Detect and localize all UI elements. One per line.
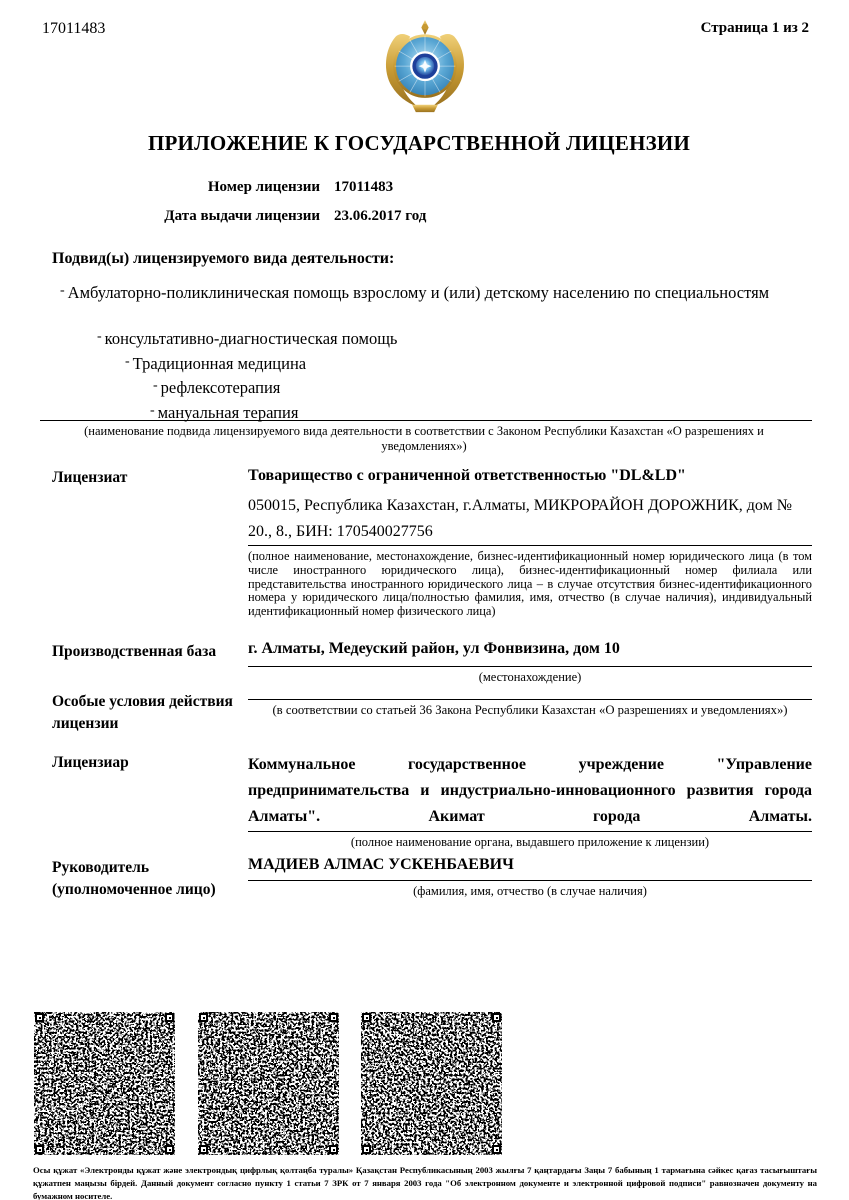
production-base-value: г. Алматы, Медеуский район, ул Фонвизина, дом 10 (248, 640, 620, 657)
underline (248, 545, 812, 546)
license-number-value: 17011483 (334, 179, 394, 195)
head-person-value: МАДИЕВ АЛМАС УСКЕНБАЕВИЧ (248, 856, 514, 873)
subtype-item-text: рефлексотерапия (160, 378, 281, 397)
subtype-item (97, 329, 397, 349)
licensee-name: Товарищество с ограниченной ответственностью "DL&LD" (248, 467, 686, 484)
production-base-label: Производственная база (52, 643, 217, 660)
underline (248, 699, 812, 700)
licensee-caption: (полное наименование, местонахождение, бизнес-идентификационный номер юридического лица (в том числе иностранного юридического лица), бизнес-идентификационный номер филиала или представительства иностранного юридического лица – в случае отсутствия бизнес-идентификационного номера у юридического лица/полностью фамилия, имя, отчество (в случае наличия), индивидуальный идентификационный номер физического лица) (248, 549, 812, 619)
licensee-label: Лицензиат (52, 469, 128, 486)
licensor-value: Коммунальное государственное учреждение "Управление предпринимательства и индустриально-инновационного развития города Алматы". Акимат города Алматы. (248, 756, 812, 825)
subtypes-caption: (наименование подвида лицензируемого вида деятельности в соответствии с Законом Республики Казахстан «О разрешениях и уведомлениях») (84, 424, 764, 453)
license-date-label: Дата выдачи лицензии (164, 208, 320, 224)
license-date-row (40, 208, 660, 225)
page-indicator: Страница 1 из 2 (700, 20, 809, 36)
subtype-item-text: Амбулаторно-поликлиническая помощь взрослому и (или) детскому населению по специальностям (67, 283, 770, 302)
subtype-item-text: мануальная терапия (157, 403, 299, 422)
license-number-row (40, 179, 660, 196)
subtype-item-text: Традиционная медицина (132, 354, 307, 373)
special-conditions-caption: (в соответствии со статьей 36 Закона Республики Казахстан «О разрешениях и уведомлениях») (272, 703, 788, 717)
qr-code-2 (198, 1012, 339, 1155)
dash-marker: - (150, 403, 155, 418)
licensor-label: Лицензиар (52, 754, 129, 771)
dash-marker: - (125, 354, 130, 369)
subtype-item (153, 378, 280, 398)
dash-marker: - (97, 329, 102, 344)
kazakhstan-coat-of-arms-icon (379, 18, 471, 118)
divider-line (40, 420, 812, 421)
legal-footer-text: Осы құжат «Электронды құжат және электрондық цифрлық қолтаңба туралы» Қазақстан Республикасының 2003 жылғы 7 қаңтардағы Заңы 7 бабының 1 тармағына сәйкес қағаз тасығыштағы құжатпен маңызы бірдей. Данный документ согласно пункту 1 статьи 7 ЗРК от 7 января 2003 года "Об электронном документе и электронной цифровой подписи" равнозначен документу на бумажном носителе. (33, 1165, 817, 1200)
special-conditions-label: Особые условия действия лицензии (52, 693, 233, 732)
dash-marker: - (60, 283, 65, 298)
underline (248, 880, 812, 881)
head-person-caption: (фамилия, имя, отчество (в случае наличия) (413, 884, 647, 898)
dash-marker: - (153, 378, 158, 393)
subtype-item (60, 283, 769, 303)
document-number-header: 17011483 (42, 20, 106, 37)
subtype-item-text: консультативно-диагностическая помощь (104, 329, 398, 348)
qr-code-3 (361, 1012, 502, 1155)
licensee-address: 050015, Республика Казахстан, г.Алматы, МИКРОРАЙОН ДОРОЖНИК, дом № 20., 8., БИН: 170540027756 (248, 497, 793, 540)
license-date-value: 23.06.2017 год (334, 208, 427, 224)
production-base-caption: (местонахождение) (478, 670, 582, 684)
head-person-label: Руководитель (уполномоченное лицо) (52, 859, 216, 898)
licensor-caption: (полное наименование органа, выдавшего приложение к лицензии) (350, 835, 710, 849)
license-number-label: Номер лицензии (207, 179, 320, 195)
qr-code-1 (34, 1012, 175, 1155)
underline (248, 831, 812, 832)
subtypes-heading: Подвид(ы) лицензируемого вида деятельности: (52, 250, 395, 267)
subtype-item (125, 354, 306, 374)
document-title: ПРИЛОЖЕНИЕ К ГОСУДАРСТВЕННОЙ ЛИЦЕНЗИИ (147, 131, 691, 155)
underline (248, 666, 812, 667)
